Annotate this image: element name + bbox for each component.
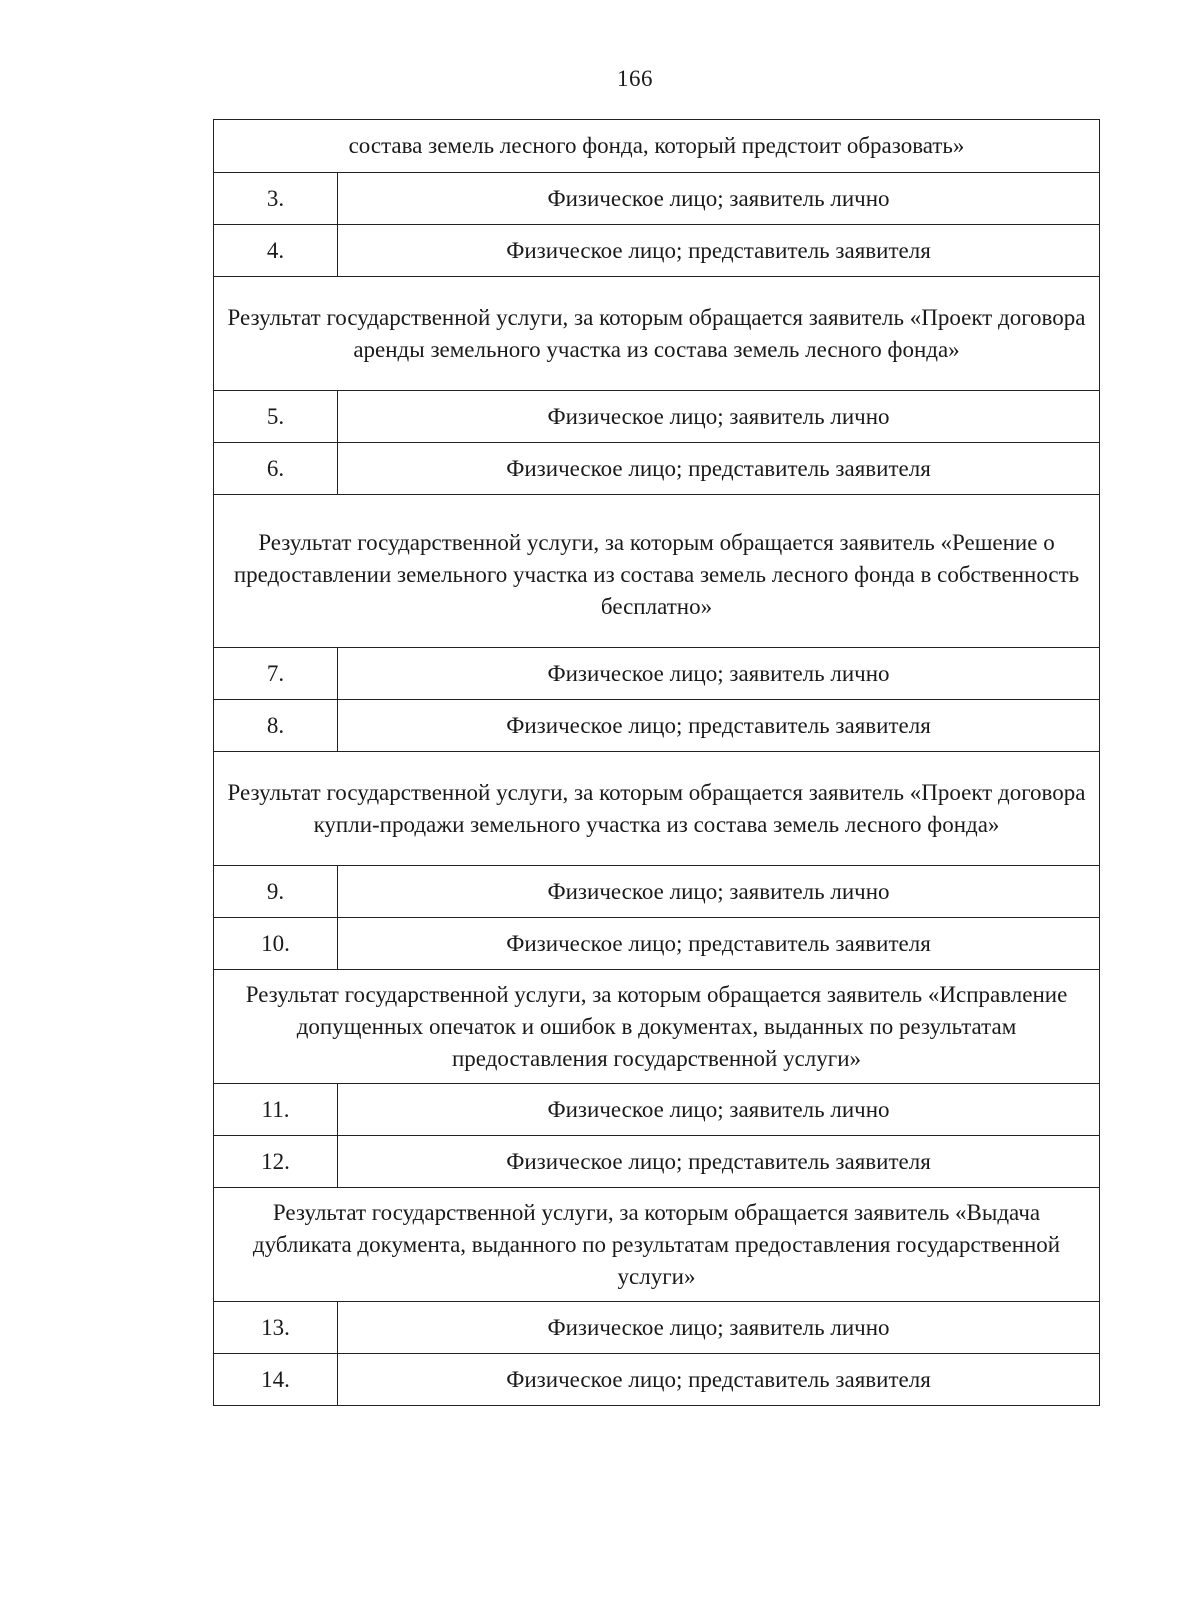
table-row [214, 1354, 1100, 1406]
row-number: 8. [214, 700, 338, 752]
row-description: Физическое лицо; заявитель лично [338, 648, 1100, 700]
row-description: Физическое лицо; представитель заявителя [338, 1354, 1100, 1406]
row-description: Физическое лицо; представитель заявителя [338, 700, 1100, 752]
section-header-text: Результат государственной услуги, за которым обращается заявитель «Выдача дубликата документа, выданного по результатам предоставления государственной услуги» [252, 1199, 1061, 1289]
row-number: 14. [214, 1354, 338, 1406]
row-description: Физическое лицо; представитель заявителя [338, 443, 1100, 495]
section-header-text: состава земель лесного фонда, который предстоит образовать» [348, 133, 965, 158]
page-number: 166 [617, 66, 653, 91]
table-row [214, 120, 1100, 173]
section-header-text: Результат государственной услуги, за которым обращается заявитель «Проект договора аренды земельного участка из состава земель лесного фонда» [227, 304, 1086, 362]
table-row [214, 1302, 1100, 1354]
row-number: 5. [214, 391, 338, 443]
row-number: 9. [214, 866, 338, 918]
table-row [214, 1084, 1100, 1136]
applicant-variants-table [213, 119, 1100, 1406]
table-row [214, 443, 1100, 495]
row-number: 12. [214, 1136, 338, 1188]
table-row [214, 866, 1100, 918]
section-header-text: Результат государственной услуги, за которым обращается заявитель «Исправление допущенных опечаток и ошибок в документах, выданных по результатам предоставления государственной услуги» [245, 981, 1068, 1071]
section-header-cell [214, 970, 1100, 1084]
row-description: Физическое лицо; представитель заявителя [338, 918, 1100, 970]
table-row [214, 1188, 1100, 1302]
row-description: Физическое лицо; представитель заявителя [338, 225, 1100, 277]
table-row [214, 918, 1100, 970]
row-description: Физическое лицо; заявитель лично [338, 173, 1100, 225]
section-header-text: Результат государственной услуги, за которым обращается заявитель «Решение о предоставлении земельного участка из состава земель лесного фонда в собственность бесплатно» [233, 530, 1080, 619]
table-row [214, 173, 1100, 225]
row-number: 11. [214, 1084, 338, 1136]
section-header-cell [214, 277, 1100, 391]
table-row [214, 648, 1100, 700]
section-header-cell [214, 120, 1100, 173]
table-row [214, 277, 1100, 391]
row-number: 13. [214, 1302, 338, 1354]
table-row [214, 970, 1100, 1084]
table-row [214, 700, 1100, 752]
table-row [214, 752, 1100, 866]
row-number: 6. [214, 443, 338, 495]
table-row [214, 391, 1100, 443]
row-number: 4. [214, 225, 338, 277]
section-header-cell [214, 752, 1100, 866]
row-description: Физическое лицо; заявитель лично [338, 866, 1100, 918]
section-header-cell [214, 1188, 1100, 1302]
section-header-text: Результат государственной услуги, за которым обращается заявитель «Проект договора купли-продажи земельного участка из состава земель лесного фонда» [227, 779, 1086, 837]
row-description: Физическое лицо; заявитель лично [338, 1302, 1100, 1354]
row-description: Физическое лицо; представитель заявителя [338, 1136, 1100, 1188]
table-row [214, 225, 1100, 277]
table-row [214, 495, 1100, 648]
section-header-cell [214, 495, 1100, 648]
row-number: 3. [214, 173, 338, 225]
table-row [214, 1136, 1100, 1188]
row-description: Физическое лицо; заявитель лично [338, 391, 1100, 443]
row-number: 7. [214, 648, 338, 700]
row-description: Физическое лицо; заявитель лично [338, 1084, 1100, 1136]
row-number: 10. [214, 918, 338, 970]
